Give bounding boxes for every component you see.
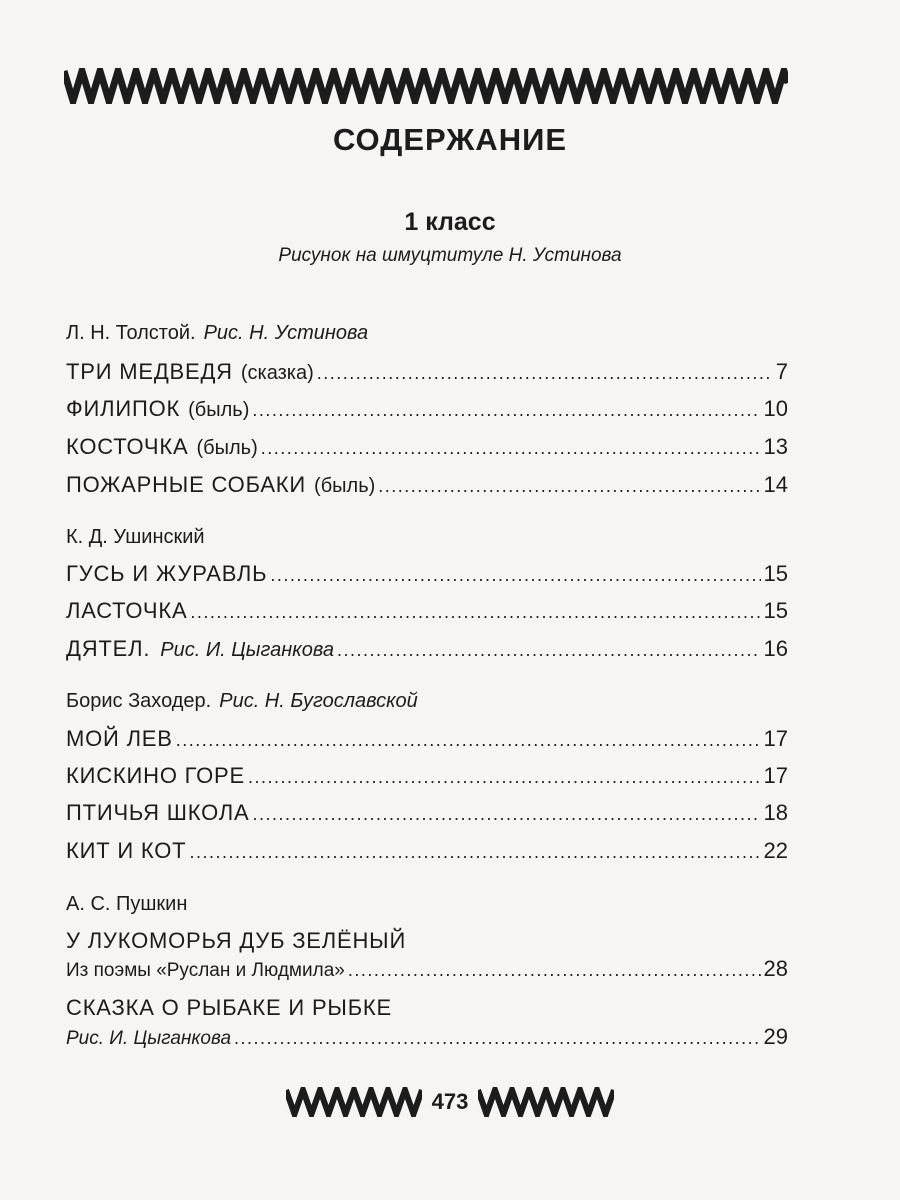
illustrator-credit: Рис. Н. Бугославской (219, 690, 418, 712)
author-name: К. Д. Ушинский (66, 526, 205, 548)
entry-genre: (быль) (196, 437, 258, 459)
entry-page: 13 (763, 434, 788, 459)
entry-title: КИТ И КОТ (66, 838, 187, 863)
entry-title[interactable]: СКАЗКА О РЫБАКЕ И РЫБКЕ (66, 995, 393, 1020)
grade-heading: 1 класс (404, 208, 496, 236)
author-name: Л. Н. Толстой. (66, 322, 196, 344)
leader-dots (261, 438, 761, 459)
entry-genre: (быль) (314, 475, 376, 497)
toc-entry[interactable] (66, 1024, 788, 1050)
illustrator-credit: Рис. Н. Устинова (203, 322, 369, 344)
entry-page: 18 (763, 800, 788, 825)
leader-dots (190, 602, 760, 623)
leader-dots (189, 842, 760, 863)
entry-genre: (сказка) (240, 362, 314, 384)
toc-entry[interactable] (66, 434, 788, 460)
toc-entry[interactable] (66, 396, 788, 422)
entry-page: 29 (763, 1024, 788, 1049)
author-line (66, 322, 368, 345)
author-line (66, 690, 418, 713)
leader-dots (176, 730, 761, 751)
author-line (66, 526, 205, 549)
entry-page: 10 (763, 396, 788, 421)
author-name: А. С. Пушкин (66, 893, 188, 915)
entry-page: 16 (763, 636, 788, 661)
entry-title: ТРИ МЕДВЕДЯ (66, 359, 233, 384)
toc-entry[interactable] (66, 636, 788, 662)
entry-title: ДЯТЕЛ. (66, 636, 151, 661)
entry-title: КОСТОЧКА (66, 434, 189, 459)
entry-page: 14 (763, 472, 788, 497)
toc-entry[interactable] (66, 838, 788, 864)
entry-title: ЛАСТОЧКА (66, 598, 188, 623)
leader-dots (248, 767, 761, 788)
toc-entry[interactable] (66, 561, 788, 587)
entry-page: 15 (763, 598, 788, 623)
zigzag-ornament-icon (286, 1087, 422, 1117)
entry-subtitle: Из поэмы «Руслан и Людмила» (66, 960, 345, 981)
decorative-zigzag-top (64, 68, 788, 104)
entry-subtitle: Рис. И. Цыганкова (66, 1028, 232, 1049)
leader-dots (252, 400, 760, 421)
page-footer (0, 1082, 900, 1122)
zigzag-ornament-icon (478, 1087, 614, 1117)
leader-dots (270, 565, 760, 586)
entry-title: КИСКИНО ГОРЕ (66, 763, 245, 788)
toc-entry[interactable] (66, 800, 788, 826)
toc-entry[interactable] (66, 472, 788, 498)
entry-page: 15 (763, 561, 788, 586)
leader-dots (317, 363, 773, 384)
toc-entry[interactable] (66, 598, 788, 624)
author-name: Борис Заходер. (66, 690, 212, 712)
entry-page: 22 (763, 838, 788, 863)
zigzag-ornament-icon (64, 68, 788, 104)
toc-entry[interactable] (66, 726, 788, 752)
entry-title: МОЙ ЛЕВ (66, 726, 173, 751)
leader-dots (348, 960, 761, 981)
entry-title: ПОЖАРНЫЕ СОБАКИ (66, 472, 307, 497)
author-line (66, 893, 187, 916)
grade-illustration-note: Рисунок на шмуцтитуле Н. Устинова (278, 245, 622, 266)
entry-title: ГУСЬ И ЖУРАВЛЬ (66, 561, 268, 586)
page-number: 473 (431, 1089, 469, 1114)
entry-page: 17 (763, 763, 788, 788)
entry-page: 28 (763, 956, 788, 981)
entry-title[interactable]: У ЛУКОМОРЬЯ ДУБ ЗЕЛЁНЫЙ (66, 928, 407, 953)
entry-genre: (быль) (188, 399, 250, 421)
entry-title: ПТИЧЬЯ ШКОЛА (66, 800, 250, 825)
illustrator-credit: Рис. И. Цыганкова (160, 639, 334, 661)
leader-dots (337, 640, 761, 661)
leader-dots (234, 1028, 760, 1049)
toc-entry[interactable] (66, 956, 788, 982)
toc-entry[interactable] (66, 763, 788, 789)
leader-dots (252, 804, 760, 825)
toc-entry[interactable] (66, 359, 788, 385)
entry-page: 17 (763, 726, 788, 751)
entry-page: 7 (775, 359, 788, 384)
page-title: СОДЕРЖАНИЕ (332, 122, 568, 157)
entry-title: ФИЛИПОК (66, 396, 181, 421)
leader-dots (378, 476, 760, 497)
